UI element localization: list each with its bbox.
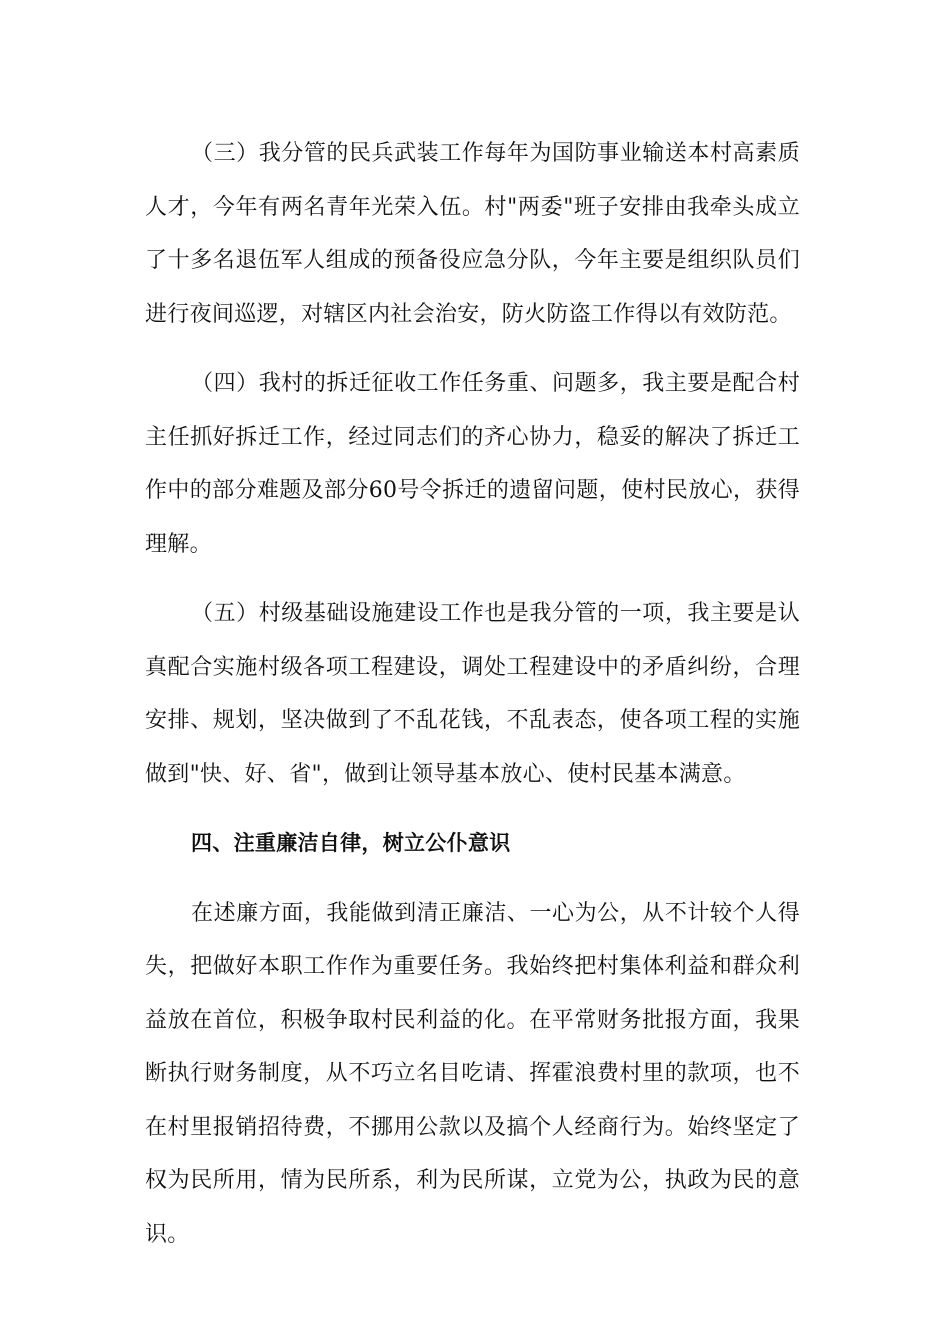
section-heading: 四、注重廉洁自律，树立公仆意识 [191,831,511,855]
paragraph-infrastructure-work: （五）村级基础设施建设工作也是我分管的一项，我主要是认真配合实施村级各项工程建设，调处工程建设中的矛盾纠纷，合理安排、规划，坚决做到了不乱花钱，不乱表态，使各项工程的实施做到"快、好、省"，做到让领导基本放心、使村民基本满意。 [145,601,800,787]
paragraph-integrity: 在述廉方面，我能做到清正廉洁、一心为公，从不计较个人得失，把做好本职工作作为重要任务。我始终把村集体利益和群众利益放在首位，积极争取村民利益的化。在平常财务批报方面，我果断执行财务制度，从不巧立名目吃请、挥霍浪费村里的款项，也不在村里报销招待费，不挪用公款以及搞个人经商行为。始终坚定了权为民所用，情为民所系，利为民所谋，立党为公，执政为民的意识。 [145,900,800,1247]
paragraph-demolition-work: （四）我村的拆迁征收工作任务重、问题多，我主要是配合村主任抓好拆迁工作，经过同志们的齐心协力，稳妥的解决了拆迁工作中的部分难题及部分60号令拆迁的遗留问题，使村民放心，获得理解。 [145,371,800,557]
paragraph-militia-work: （三）我分管的民兵武装工作每年为国防事业输送本村高素质人才，今年有两名青年光荣入伍。村"两委"班子安排由我牵头成立了十多名退伍军人组成的预备役应急分队，今年主要是组织队员们进行夜间巡逻，对辖区内社会治安，防火防盗工作得以有效防范。 [145,141,800,327]
document-body [145,127,800,1277]
